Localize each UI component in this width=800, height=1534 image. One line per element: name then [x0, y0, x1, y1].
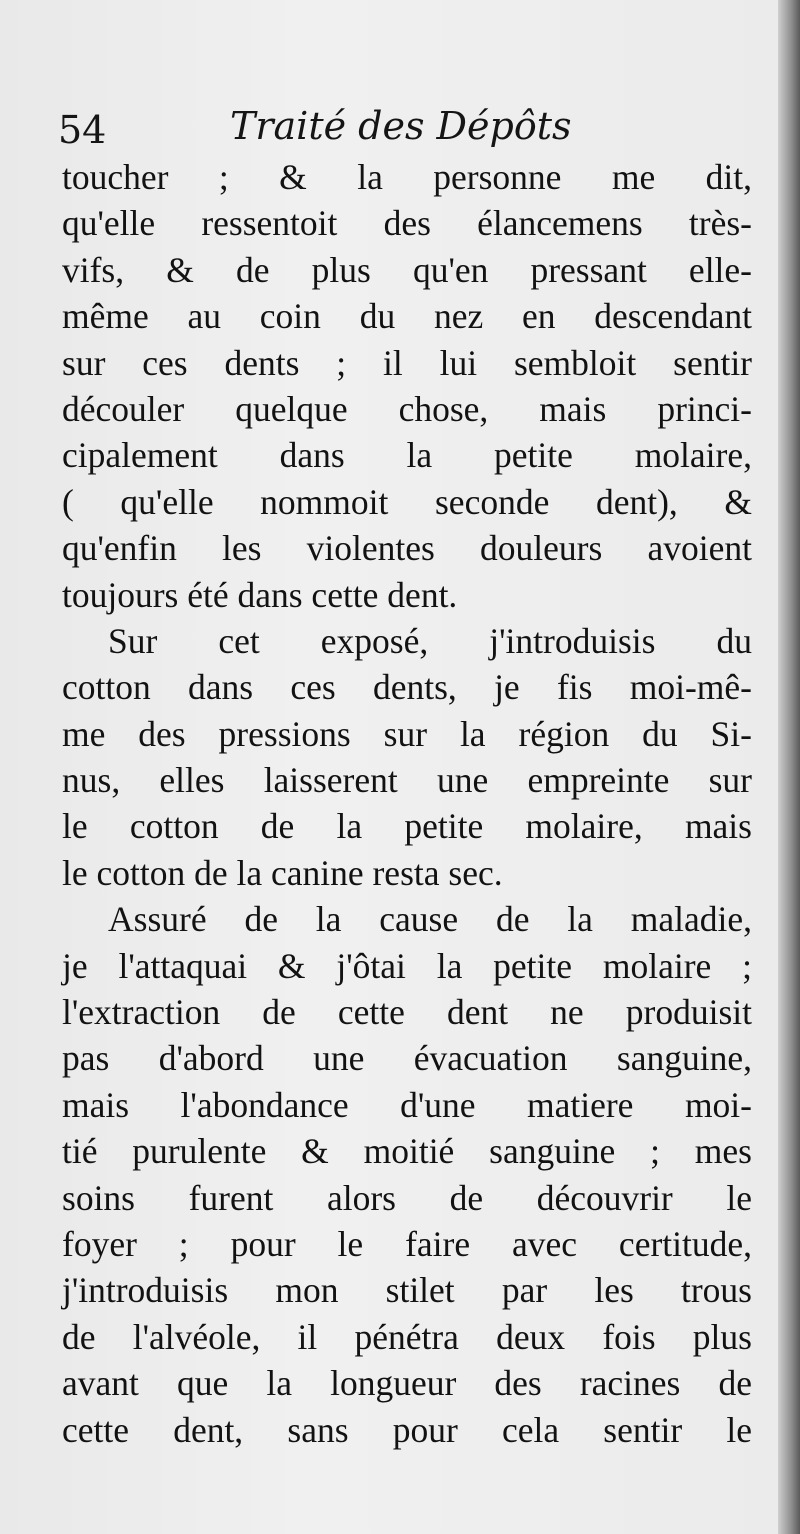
text-line: foyer ; pour le faire avec certitude, [62, 1223, 752, 1264]
text-line: mais l'abondance d'une matiere moi- [62, 1084, 752, 1125]
text-line: l'extraction de cette dent ne produisit [62, 992, 752, 1033]
page-number: 54 [58, 108, 107, 152]
text-line: qu'elle ressentoit des élancemens très- [62, 203, 752, 244]
text-line: cotton dans ces dents, je fis moi-mê- [62, 667, 752, 708]
text-line: j'introduisis mon stilet par les trous [62, 1270, 752, 1311]
text-line: ( qu'elle nommoit seconde dent), & [62, 481, 752, 522]
text-line: le cotton de la petite molaire, mais [62, 806, 752, 847]
text-line: nus, elles laisserent une empreinte sur [62, 760, 752, 801]
text-line: de l'alvéole, il pénétra deux fois plus [62, 1316, 752, 1357]
paragraph [62, 896, 752, 1453]
text-line: soins furent alors de découvrir le [62, 1177, 752, 1218]
paragraph [62, 154, 752, 618]
running-title: Traité des Dépôts [230, 104, 572, 148]
text-line: découler quelque chose, mais princi- [62, 388, 752, 429]
text-line: me des pressions sur la région du Si- [62, 713, 752, 754]
text-line: avant que la longueur des racines de [62, 1363, 752, 1404]
book-spine-shadow [778, 0, 800, 1534]
text-line: le cotton de la canine resta sec. [62, 852, 503, 893]
paragraph [62, 618, 752, 896]
text-line: Assuré de la cause de la maladie, [108, 899, 752, 940]
text-line: cipalement dans la petite molaire, [62, 435, 752, 476]
text-line: toucher ; & la personne me dit, [62, 157, 752, 197]
text-line: qu'enfin les violentes douleurs avoient [62, 528, 752, 569]
text-line: pas d'abord une évacuation sanguine, [62, 1038, 752, 1079]
text-line: cette dent, sans pour cela sentir le [62, 1409, 752, 1450]
text-line: Sur cet exposé, j'introduisis du [108, 620, 752, 661]
text-line: sur ces dents ; il lui sembloit sentir [62, 342, 752, 383]
text-line: toujours été dans cette dent. [62, 574, 458, 615]
text-line: tié purulente & moitié sanguine ; mes [62, 1131, 752, 1172]
body-text [62, 154, 752, 1453]
text-line: vifs, & de plus qu'en pressant elle- [62, 249, 752, 290]
page-header [58, 98, 578, 158]
text-line: je l'attaquai & j'ôtai la petite molaire ; [62, 945, 752, 986]
text-line: même au coin du nez en descendant [62, 296, 752, 337]
